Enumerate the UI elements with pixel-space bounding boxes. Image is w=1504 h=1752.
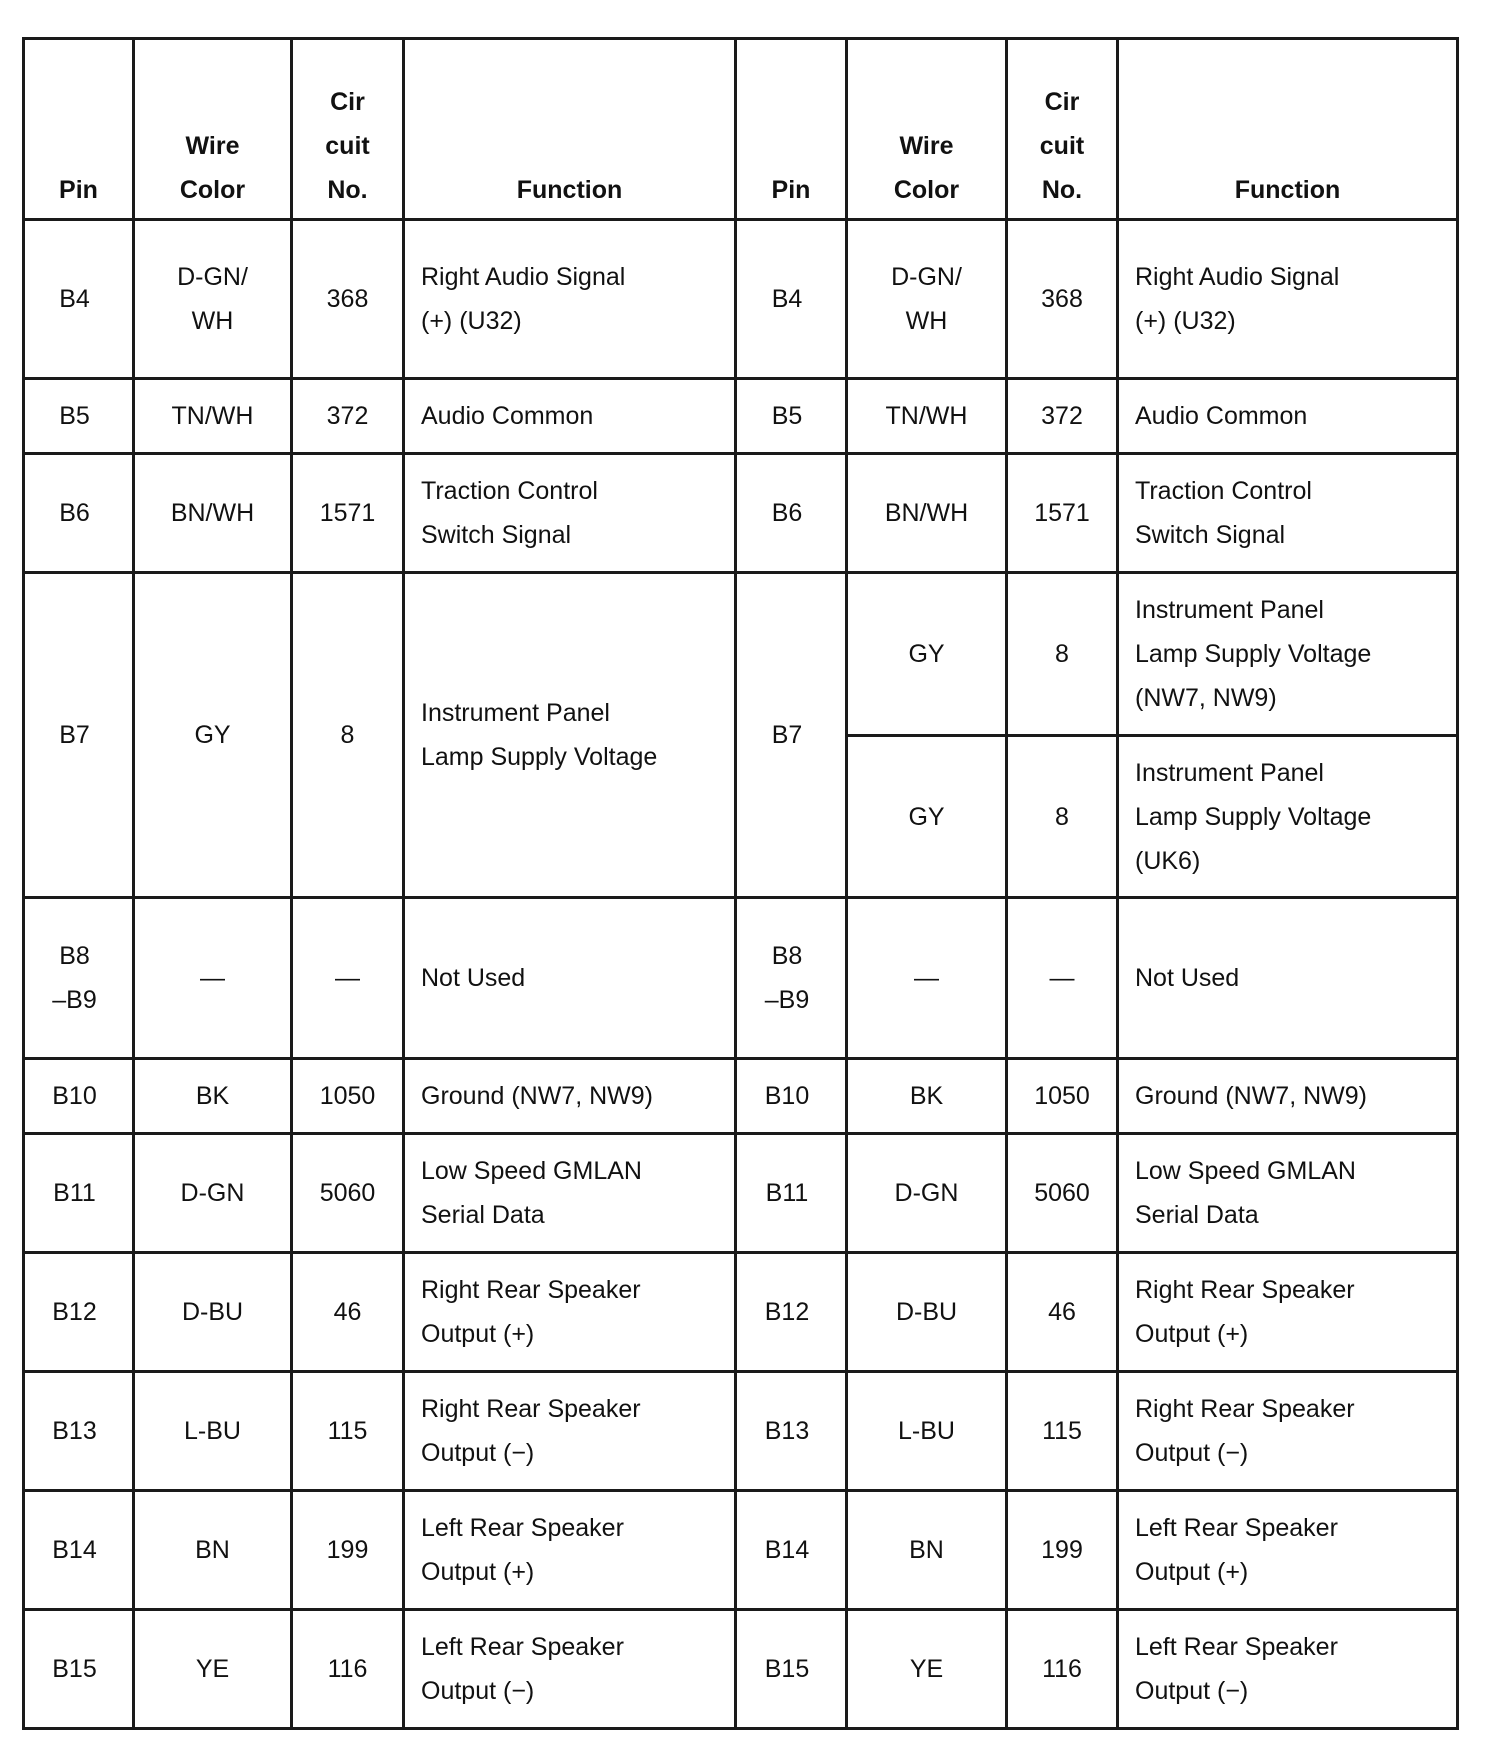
circuit-cell: 115 bbox=[1007, 1372, 1118, 1491]
circuit-cell: 372 bbox=[292, 379, 404, 454]
circuit-cell: 46 bbox=[292, 1253, 404, 1372]
table-row bbox=[24, 220, 1458, 379]
header-function: Function bbox=[404, 39, 736, 220]
function-cell: Left Rear Speaker Output (+) bbox=[404, 1491, 736, 1610]
wire-color-cell: D-BU bbox=[847, 1253, 1007, 1372]
function-cell: Right Rear Speaker Output (−) bbox=[404, 1372, 736, 1491]
wire-color-cell: GY bbox=[134, 573, 292, 898]
wire-color-cell: — bbox=[134, 898, 292, 1059]
wire-color-cell: BN/WH bbox=[134, 454, 292, 573]
wire-color-cell: — bbox=[847, 898, 1007, 1059]
pin-cell: B12 bbox=[736, 1253, 847, 1372]
function-cell: Right Rear Speaker Output (−) bbox=[1118, 1372, 1458, 1491]
wire-color-cell: D-GN/ WH bbox=[847, 220, 1007, 379]
pin-cell: B13 bbox=[736, 1372, 847, 1491]
header-wire-color: Wire Color bbox=[134, 39, 292, 220]
table-row bbox=[24, 573, 1458, 736]
connector-pinout-table bbox=[22, 37, 1459, 1730]
function-cell: Instrument Panel Lamp Supply Voltage (UK6) bbox=[1118, 736, 1458, 898]
pin-cell: B5 bbox=[736, 379, 847, 454]
function-cell: Left Rear Speaker Output (−) bbox=[404, 1610, 736, 1729]
header-wire-color: Wire Color bbox=[847, 39, 1007, 220]
table-row bbox=[24, 1059, 1458, 1134]
circuit-cell: 199 bbox=[1007, 1491, 1118, 1610]
table-row bbox=[24, 1134, 1458, 1253]
circuit-cell: 8 bbox=[292, 573, 404, 898]
circuit-cell: 116 bbox=[292, 1610, 404, 1729]
table-row bbox=[24, 454, 1458, 573]
function-cell: Not Used bbox=[404, 898, 736, 1059]
table-row bbox=[24, 1491, 1458, 1610]
function-cell: Left Rear Speaker Output (−) bbox=[1118, 1610, 1458, 1729]
pin-cell: B11 bbox=[736, 1134, 847, 1253]
function-cell: Right Audio Signal (+) (U32) bbox=[404, 220, 736, 379]
function-cell: Low Speed GMLAN Serial Data bbox=[1118, 1134, 1458, 1253]
circuit-cell: — bbox=[292, 898, 404, 1059]
wire-color-cell: D-GN bbox=[134, 1134, 292, 1253]
wire-color-cell: D-GN bbox=[847, 1134, 1007, 1253]
wire-color-cell: L-BU bbox=[847, 1372, 1007, 1491]
circuit-cell: — bbox=[1007, 898, 1118, 1059]
wire-color-cell: TN/WH bbox=[134, 379, 292, 454]
wire-color-cell: TN/WH bbox=[847, 379, 1007, 454]
function-cell: Instrument Panel Lamp Supply Voltage (NW7, NW9) bbox=[1118, 573, 1458, 736]
header-pin: Pin bbox=[24, 39, 134, 220]
circuit-cell: 115 bbox=[292, 1372, 404, 1491]
circuit-cell: 1050 bbox=[1007, 1059, 1118, 1134]
pin-cell: B8 –B9 bbox=[24, 898, 134, 1059]
wire-color-cell: BN/WH bbox=[847, 454, 1007, 573]
pin-cell: B15 bbox=[24, 1610, 134, 1729]
circuit-cell: 199 bbox=[292, 1491, 404, 1610]
pin-cell: B14 bbox=[736, 1491, 847, 1610]
pin-cell: B10 bbox=[24, 1059, 134, 1134]
circuit-cell: 368 bbox=[1007, 220, 1118, 379]
wire-color-cell: D-BU bbox=[134, 1253, 292, 1372]
function-cell: Traction Control Switch Signal bbox=[1118, 454, 1458, 573]
pin-cell: B10 bbox=[736, 1059, 847, 1134]
wire-color-cell: BN bbox=[847, 1491, 1007, 1610]
function-cell: Traction Control Switch Signal bbox=[404, 454, 736, 573]
pin-cell: B8 –B9 bbox=[736, 898, 847, 1059]
wire-color-cell: YE bbox=[847, 1610, 1007, 1729]
pin-cell: B7 bbox=[736, 573, 847, 898]
function-cell: Low Speed GMLAN Serial Data bbox=[404, 1134, 736, 1253]
circuit-cell: 46 bbox=[1007, 1253, 1118, 1372]
circuit-cell: 5060 bbox=[1007, 1134, 1118, 1253]
pin-cell: B5 bbox=[24, 379, 134, 454]
table-row bbox=[24, 1610, 1458, 1729]
circuit-cell: 8 bbox=[1007, 736, 1118, 898]
wire-color-cell: BN bbox=[134, 1491, 292, 1610]
table-row bbox=[24, 898, 1458, 1059]
wire-color-cell: YE bbox=[134, 1610, 292, 1729]
header-row bbox=[24, 39, 1458, 220]
function-cell: Audio Common bbox=[1118, 379, 1458, 454]
wire-color-cell: D-GN/ WH bbox=[134, 220, 292, 379]
header-circuit-no: Cir cuit No. bbox=[1007, 39, 1118, 220]
wire-color-cell: BK bbox=[134, 1059, 292, 1134]
header-pin: Pin bbox=[736, 39, 847, 220]
circuit-cell: 1050 bbox=[292, 1059, 404, 1134]
connector-pinout-table-wrap bbox=[22, 37, 1459, 1730]
circuit-cell: 1571 bbox=[292, 454, 404, 573]
function-cell: Right Audio Signal (+) (U32) bbox=[1118, 220, 1458, 379]
pin-cell: B4 bbox=[24, 220, 134, 379]
circuit-cell: 1571 bbox=[1007, 454, 1118, 573]
function-cell: Right Rear Speaker Output (+) bbox=[1118, 1253, 1458, 1372]
pin-cell: B4 bbox=[736, 220, 847, 379]
circuit-cell: 372 bbox=[1007, 379, 1118, 454]
function-cell: Ground (NW7, NW9) bbox=[1118, 1059, 1458, 1134]
header-circuit-no: Cir cuit No. bbox=[292, 39, 404, 220]
pin-cell: B12 bbox=[24, 1253, 134, 1372]
pin-cell: B6 bbox=[24, 454, 134, 573]
header-function: Function bbox=[1118, 39, 1458, 220]
circuit-cell: 8 bbox=[1007, 573, 1118, 736]
circuit-cell: 368 bbox=[292, 220, 404, 379]
circuit-cell: 5060 bbox=[292, 1134, 404, 1253]
table-row bbox=[24, 379, 1458, 454]
function-cell: Instrument Panel Lamp Supply Voltage bbox=[404, 573, 736, 898]
function-cell: Not Used bbox=[1118, 898, 1458, 1059]
table-row bbox=[24, 1253, 1458, 1372]
function-cell: Right Rear Speaker Output (+) bbox=[404, 1253, 736, 1372]
table-row bbox=[24, 1372, 1458, 1491]
wire-color-cell: GY bbox=[847, 573, 1007, 736]
circuit-cell: 116 bbox=[1007, 1610, 1118, 1729]
wire-color-cell: GY bbox=[847, 736, 1007, 898]
pin-cell: B11 bbox=[24, 1134, 134, 1253]
pin-cell: B14 bbox=[24, 1491, 134, 1610]
pin-cell: B6 bbox=[736, 454, 847, 573]
wire-color-cell: BK bbox=[847, 1059, 1007, 1134]
function-cell: Left Rear Speaker Output (+) bbox=[1118, 1491, 1458, 1610]
function-cell: Audio Common bbox=[404, 379, 736, 454]
wire-color-cell: L-BU bbox=[134, 1372, 292, 1491]
function-cell: Ground (NW7, NW9) bbox=[404, 1059, 736, 1134]
pin-cell: B7 bbox=[24, 573, 134, 898]
pin-cell: B13 bbox=[24, 1372, 134, 1491]
pin-cell: B15 bbox=[736, 1610, 847, 1729]
